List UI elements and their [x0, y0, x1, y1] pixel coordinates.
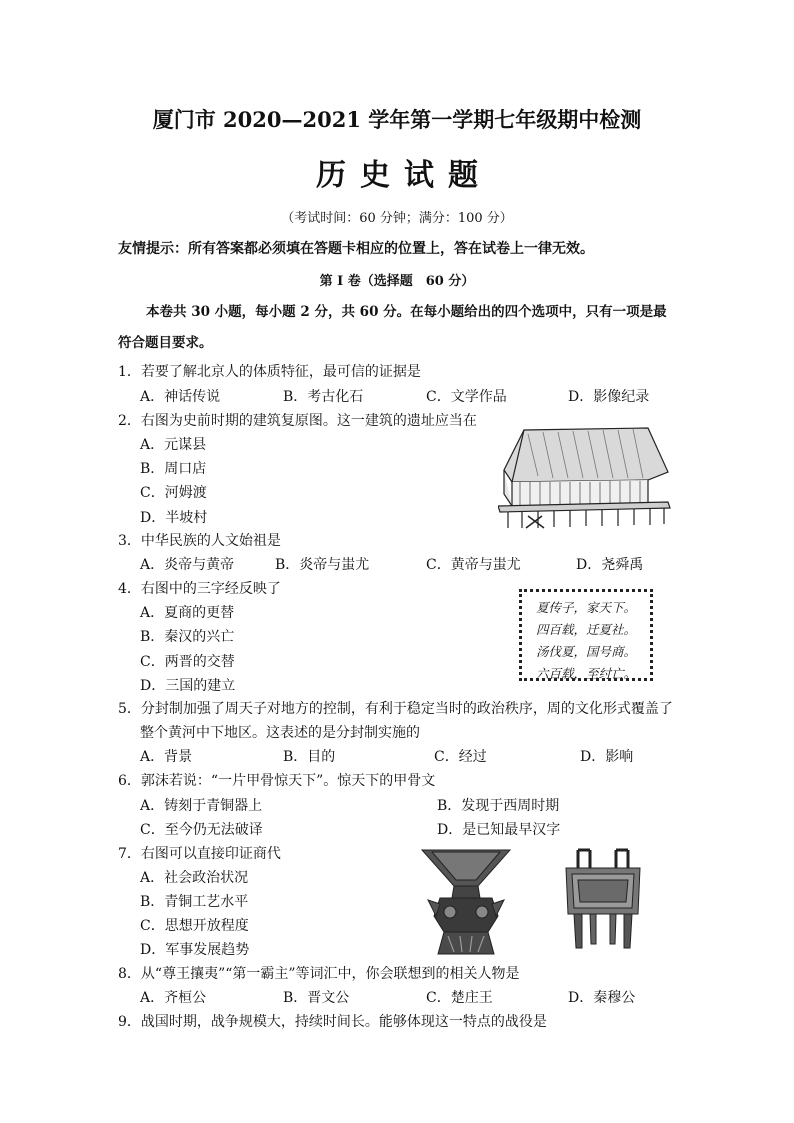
question-7-option-b: B．青铜工艺水平	[140, 894, 249, 910]
question-1-option-a: A．神话传说	[140, 389, 221, 405]
question-6-option-a: A．铸刻于青铜器上	[140, 798, 263, 814]
question-6-option-c: C．至今仍无法破译	[140, 822, 263, 838]
question-7-option-d: D．军事发展趋势	[140, 942, 250, 958]
poem-line-1: 夏传子，家天下。	[535, 600, 636, 615]
question-2-option-b: B．周口店	[140, 461, 207, 477]
poem-line-2: 四百载，迁夏社。	[535, 622, 636, 637]
question-2-option-c: C．河姆渡	[140, 485, 207, 501]
instruction-line-2: 符合题目要求。	[118, 335, 213, 351]
question-6-option-d: D．是已知最早汉字	[437, 822, 561, 838]
bronze-ding-illustration	[560, 846, 646, 952]
question-5-option-a: A．背景	[140, 749, 193, 765]
question-7-option-a: A．社会政治状况	[140, 870, 249, 886]
exam-title: 厦门市 2020—2021 学年第一学期七年级期中检测	[152, 107, 642, 132]
question-3-stem: 3．中华民族的人文始祖是	[118, 533, 281, 549]
poem-line-4: 六百载，至纣亡。	[535, 666, 636, 681]
question-2-option-a: A．元谋县	[140, 437, 207, 453]
question-1-stem: 1．若要了解北京人的体质特征，最可信的证据是	[118, 364, 421, 380]
poem-line-3: 汤伐夏，国号商。	[535, 644, 636, 659]
question-5-option-b: B．目的	[283, 749, 336, 765]
question-5-option-d: D．影响	[580, 749, 634, 765]
question-4-option-d: D．三国的建立	[140, 678, 236, 694]
question-5-stem: 5．分封制加强了周天子对地方的控制，有利于稳定当时的政治秩序，周的文化形式覆盖了	[118, 701, 673, 717]
three-character-classic-box	[519, 589, 653, 681]
question-9-stem: 9．战国时期，战争规模大，持续时间长。能够体现这一特点的战役是	[118, 1014, 547, 1030]
question-3-option-d: D．尧舜禹	[576, 557, 644, 573]
question-7-stem: 7．右图可以直接印证商代	[118, 846, 281, 862]
question-4-stem: 4．右图中的三字经反映了	[118, 581, 281, 597]
instruction-line-1: 本卷共 30 小题，每小题 2 分，共 60 分。在每小题给出的四个选项中，只有一项是最	[146, 304, 667, 320]
question-5-option-c: C．经过	[434, 749, 487, 765]
stilt-house-illustration	[498, 424, 674, 532]
question-1-option-d: D．影像纪录	[568, 389, 650, 405]
question-3-option-b: B．炎帝与蚩尤	[275, 557, 370, 573]
question-2-option-d: D．半坡村	[140, 510, 208, 526]
friendly-tip: 友情提示：所有答案都必须填在答题卡相应的位置上，答在试卷上一律无效。	[118, 241, 594, 257]
question-6-option-b: B．发现于西周时期	[437, 798, 560, 814]
question-2-stem: 2．右图为史前时期的建筑复原图。这一建筑的遗址应当在	[118, 413, 477, 429]
question-3-option-a: A．炎帝与黄帝	[140, 557, 235, 573]
question-4-option-b: B．秦汉的兴亡	[140, 629, 235, 645]
question-3-option-c: C．黄帝与蚩尤	[426, 557, 521, 573]
question-5-stem-cont: 整个黄河中下地区。这表述的是分封制实施的	[140, 725, 420, 741]
question-4-option-c: C．两晋的交替	[140, 654, 235, 670]
section-heading: 第 Ⅰ 卷（选择题 60 分）	[319, 274, 475, 289]
question-8-option-a: A．齐桓公	[140, 990, 207, 1006]
question-7-option-c: C．思想开放程度	[140, 918, 249, 934]
bronze-zun-illustration	[418, 846, 514, 958]
question-8-option-b: B．晋文公	[283, 990, 350, 1006]
question-1-option-b: B．考古化石	[283, 389, 364, 405]
question-8-option-c: C．楚庄王	[426, 990, 493, 1006]
question-8-option-d: D．秦穆公	[568, 990, 636, 1006]
exam-info: （考试时间：60 分钟；满分：100 分）	[281, 211, 513, 226]
question-4-option-a: A．夏商的更替	[140, 605, 235, 621]
question-8-stem: 8．从“尊王攘夷”“第一霸主”等词汇中，你会联想到的相关人物是	[118, 966, 520, 982]
question-1-option-c: C．文学作品	[426, 389, 507, 405]
question-6-stem: 6．郭沫若说：“一片甲骨惊天下”。惊天下的甲骨文	[118, 773, 436, 789]
subject-title: 历史试题	[316, 158, 492, 193]
